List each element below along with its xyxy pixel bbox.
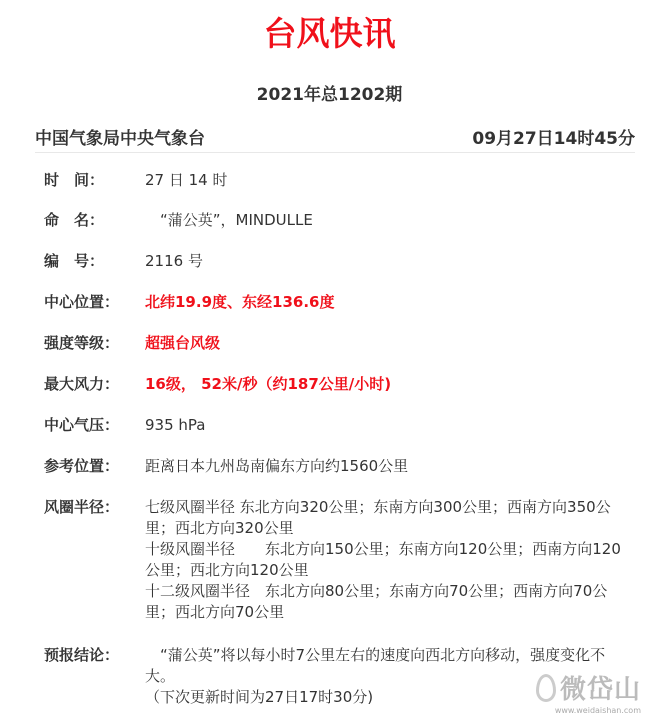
value: 2116 号 <box>145 252 203 270</box>
value <box>145 497 625 623</box>
wind-radius-7: 七级风圈半径 东北方向320公里；东南方向300公里；西南方向350公里；西北方向320公里 <box>145 498 611 537</box>
label: 预报结论： <box>44 646 120 664</box>
label: 编 号： <box>44 252 105 270</box>
label: 中心气压： <box>44 416 120 434</box>
label: 参考位置： <box>44 457 120 475</box>
value: “蒲公英”，MINDULLE <box>145 211 313 229</box>
label: 强度等级： <box>44 334 120 352</box>
value: 北纬19.9度、东经136.6度 <box>145 293 335 311</box>
value: 超强台风级 <box>145 334 221 352</box>
wind-radius-12: 十二级风圈半径 东北方向80公里；东南方向70公里；西南方向70公里；西北方向70公里 <box>145 582 608 621</box>
label: 中心位置： <box>44 293 120 311</box>
forecast-text: “蒲公英”将以每小时7公里左右的速度向西北方向移动，强度变化不大。 <box>145 646 606 685</box>
value: 距离日本九州岛南偏东方向约1560公里 <box>145 457 409 475</box>
label: 时 间： <box>44 171 105 189</box>
wind-radius-10: 十级风圈半径 东北方向150公里；东南方向120公里；西南方向120公里；西北方向120公里 <box>145 540 621 579</box>
label: 最大风力： <box>44 375 120 393</box>
agency-name: 中国气象局中央气象台 <box>35 129 205 149</box>
next-update: （下次更新时间为27日17时30分) <box>145 688 374 706</box>
value: 16级， 52米/秒（约187公里/小时) <box>145 375 392 393</box>
watermark-url: www.weidaishan.com <box>554 706 641 715</box>
label: 命 名： <box>44 211 105 229</box>
header-bar <box>35 124 635 153</box>
watermark-name: 微岱山 <box>559 675 641 705</box>
value: 935 hPa <box>145 416 206 434</box>
page-title: 台风快讯 <box>263 14 396 53</box>
drop-icon <box>536 674 556 702</box>
publish-datetime: 09月27日14时45分 <box>472 129 635 149</box>
issue-number: 2021年总1202期 <box>256 85 403 105</box>
value: 27 日 14 时 <box>145 171 228 189</box>
watermark-logo <box>536 669 641 715</box>
label: 风圈半径： <box>44 498 120 516</box>
